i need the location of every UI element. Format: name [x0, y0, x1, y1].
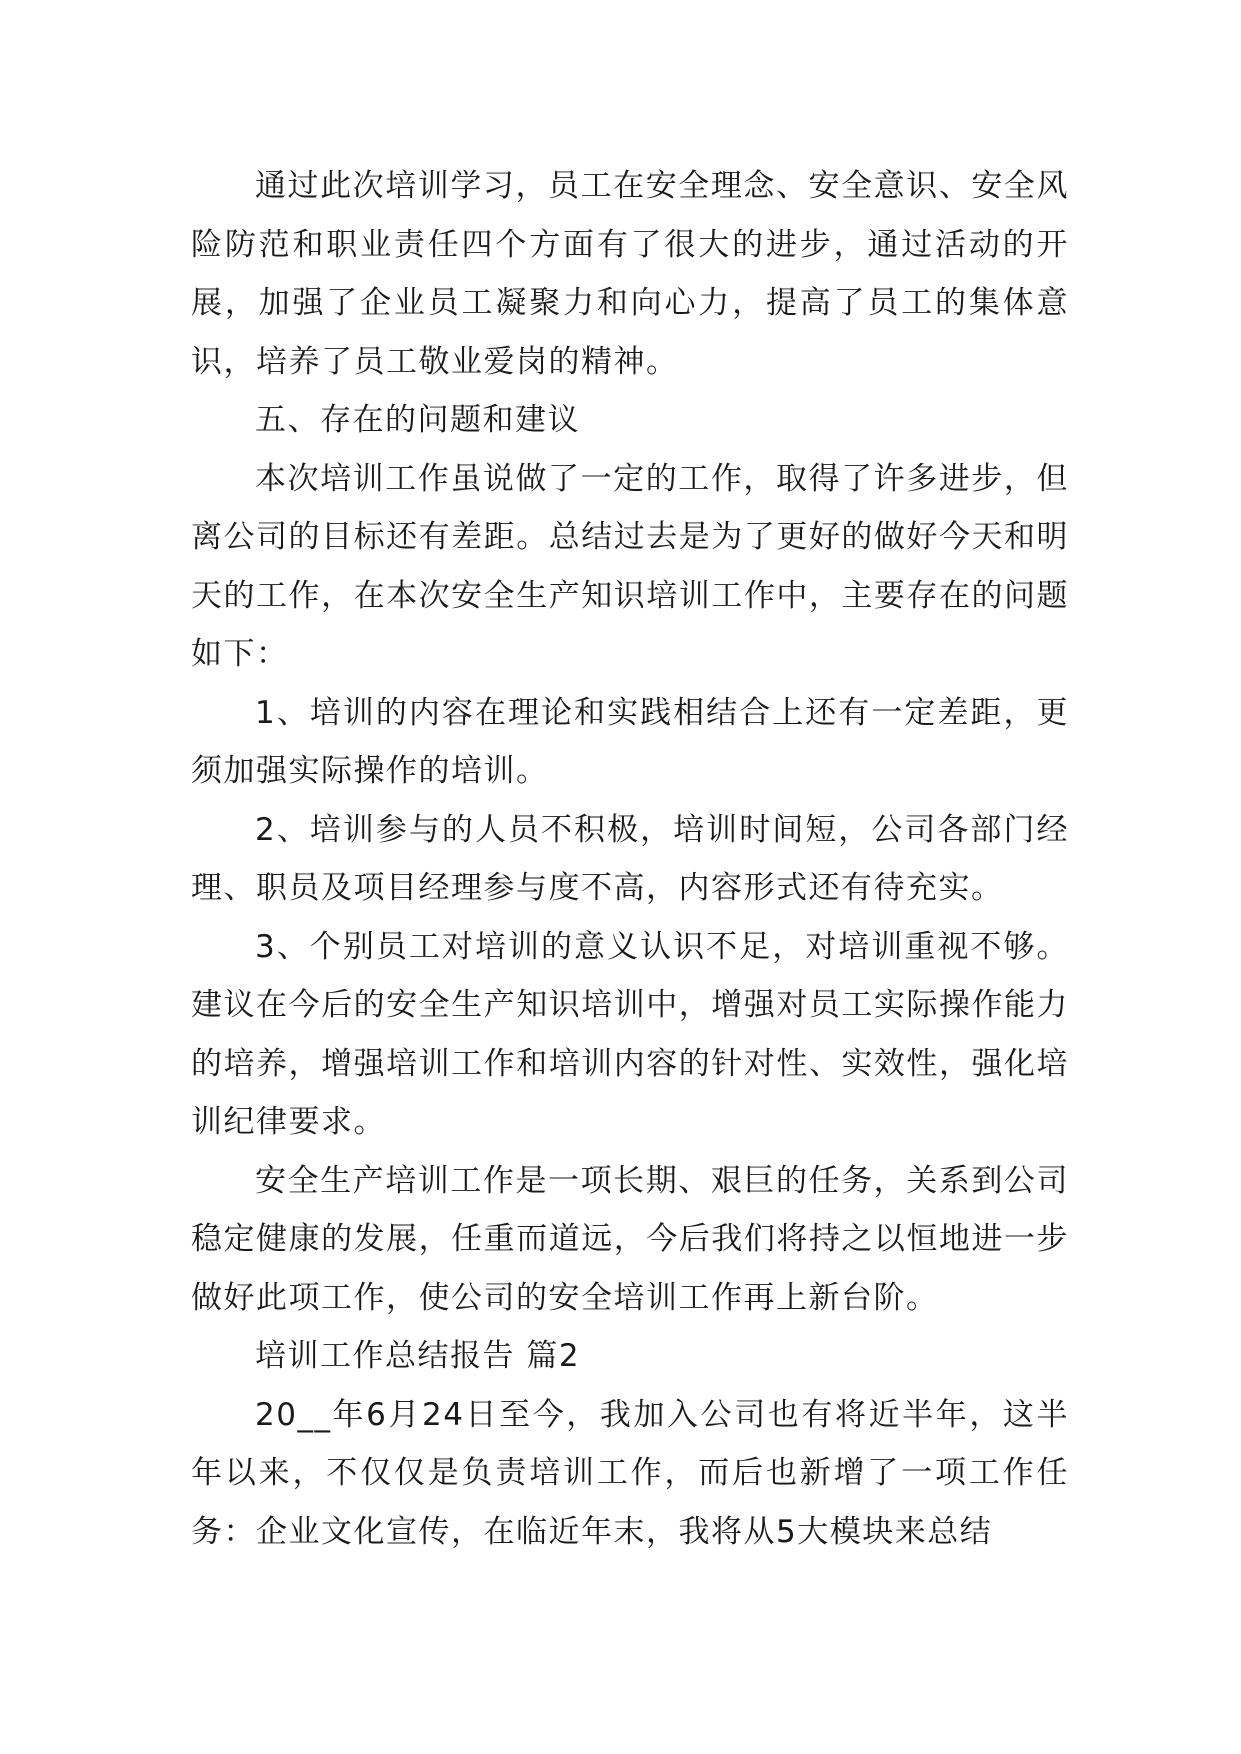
paragraph-training-results: 通过此次培训学习，员工在安全理念、安全意识、安全风险防范和职业责任四个方面有了很大的进步，通过活动的开展，加强了企业员工凝聚力和向心力，提高了员工的集体意识，培养了员工敬业爱岗的精神。 — [191, 168, 1069, 380]
list-item-problem-3: 3、个别员工对培训的意义认识不足，对培训重视不够。建议在今后的安全生产知识培训中，增强对员工实际操作能力的培养，增强培训工作和培训内容的针对性、实效性，强化培训纪律要求。 — [191, 928, 1069, 1140]
document-body — [191, 157, 1069, 1561]
section-heading-problems: 五、存在的问题和建议 — [255, 402, 580, 438]
list-item-problem-2: 2、培训参与的人员不积极，培训时间短，公司各部门经理、职员及项目经理参与度不高，内容形式还有待充实。 — [191, 811, 1069, 906]
report-title-part-2: 培训工作总结报告 篇2 — [255, 1338, 581, 1374]
list-item-problem-1: 1、培训的内容在理论和实践相结合上还有一定差距，更须加强实际操作的培训。 — [191, 694, 1069, 789]
paragraph-part-2-intro: 20__年6月24日至今，我加入公司也有将近半年，这半年以来，不仅仅是负责培训工作，而后也新增了一项工作任务：企业文化宣传，在临近年末，我将从5大模块来总结 — [191, 1396, 1069, 1550]
paragraph-problems-intro: 本次培训工作虽说做了一定的工作，取得了许多进步，但离公司的目标还有差距。总结过去是为了更好的做好今天和明天的工作，在本次安全生产知识培训工作中，主要存在的问题如下： — [191, 460, 1069, 672]
paragraph-conclusion: 安全生产培训工作是一项长期、艰巨的任务，关系到公司稳定健康的发展，任重而道远，今后我们将持之以恒地进一步做好此项工作，使公司的安全培训工作再上新台阶。 — [191, 1162, 1069, 1316]
